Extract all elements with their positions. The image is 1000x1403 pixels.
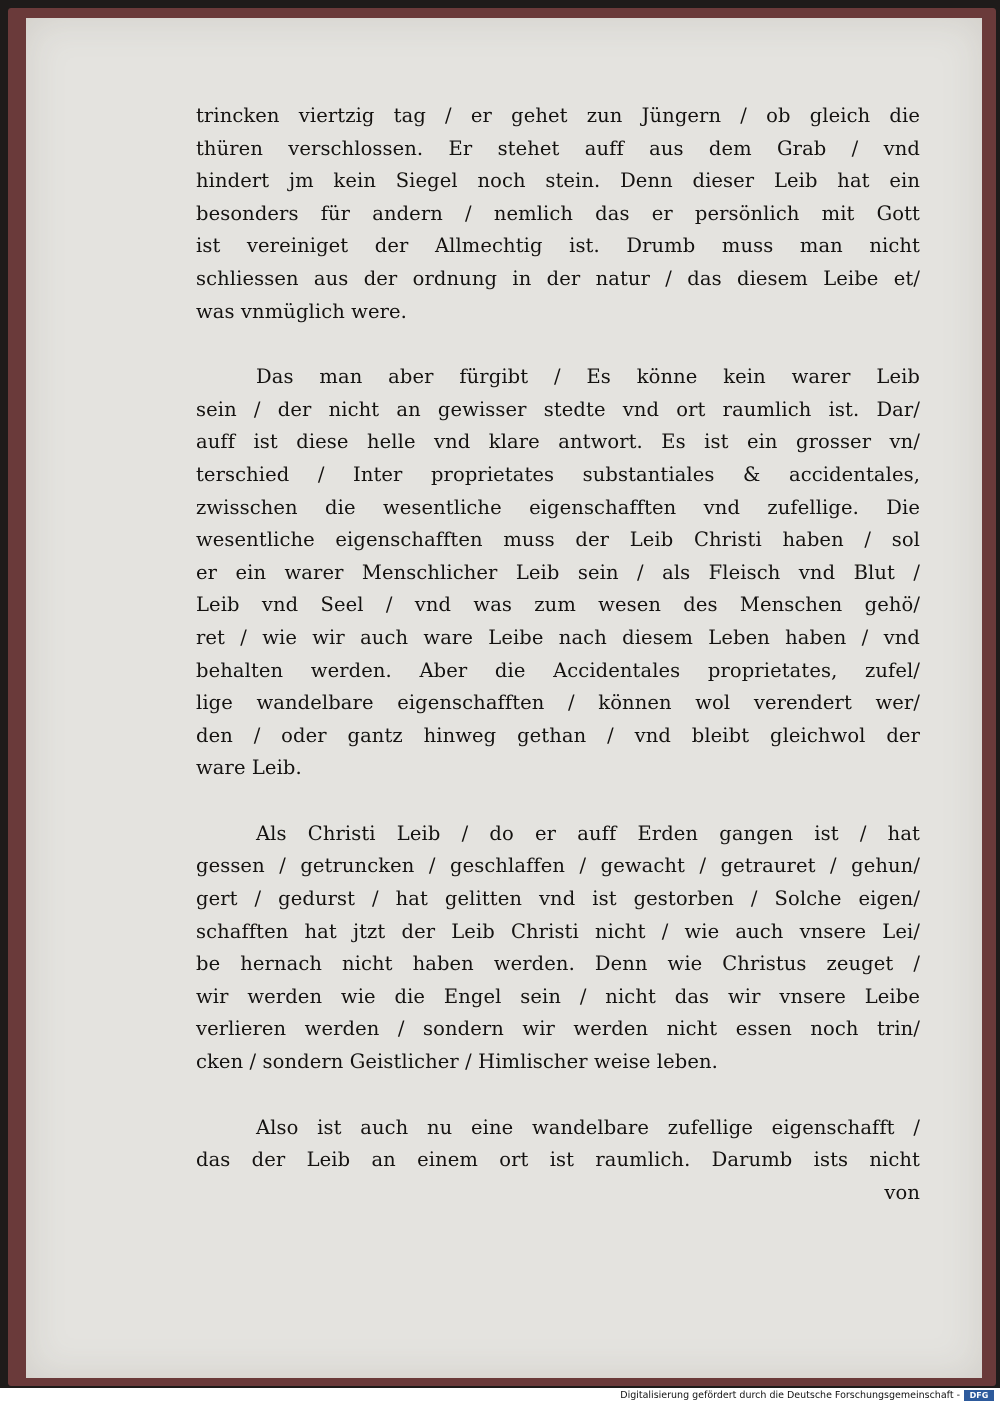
text-line: cken / sondern Geistlicher / Himlischer weise leben. <box>196 1050 718 1074</box>
page-text-block <box>196 100 920 1209</box>
text-line: schafften hat jtzt der Leib Christi nicht / wie auch vnsere Lei/ <box>196 919 920 943</box>
text-line: ware Leib. <box>196 756 302 780</box>
dfg-logo-icon: DFG <box>964 1390 994 1401</box>
text-line: das der Leib an einem ort ist raumlich. Darumb ists nicht <box>196 1148 920 1172</box>
text-line: Leib vnd Seel / vnd was zum wesen des Menschen gehö/ <box>196 593 920 617</box>
funding-credit: Digitalisierung gefördert durch die Deutsche Forschungsgemeinschaft - <box>620 1390 960 1401</box>
text-line: gert / gedurst / hat gelitten vnd ist gestorben / Solche eigen/ <box>196 887 920 911</box>
text-line: zwisschen die wesentliche eigenschafften vnd zufellige. Die <box>196 495 920 519</box>
text-line: Als Christi Leib / do er auff Erden gangen ist / hat <box>256 821 920 845</box>
text-line: thüren verschlossen. Er stehet auff aus dem Grab / vnd <box>196 136 920 160</box>
text-line: gessen / getruncken / geschlaffen / gewacht / getrauret / gehun/ <box>196 854 920 878</box>
text-line: ist vereiniget der Allmechtig ist. Drumb muss man nicht <box>196 234 920 258</box>
footer-bar <box>0 1388 1000 1403</box>
text-line: wesentliche eigenschafften muss der Leib Christi haben / sol <box>196 528 920 552</box>
text-line: wir werden wie die Engel sein / nicht das wir vnsere Leibe <box>196 984 920 1008</box>
text-line: ret / wie wir auch ware Leibe nach diesem Leben haben / vnd <box>196 625 920 649</box>
text-line: verlieren werden / sondern wir werden nicht essen noch trin/ <box>196 1017 920 1041</box>
text-line: sein / der nicht an gewisser stedte vnd ort raumlich ist. Dar/ <box>196 397 920 421</box>
text-line: terschied / Inter proprietates substantiales & accidentales, <box>196 462 920 486</box>
paragraph-2 <box>196 361 920 785</box>
text-line: schliessen aus der ordnung in der natur / das diesem Leibe et/ <box>196 266 920 290</box>
paragraph-3 <box>196 818 920 1079</box>
text-line: den / oder gantz hinweg gethan / vnd bleibt gleichwol der <box>196 723 920 747</box>
paragraph-4 <box>196 1112 920 1210</box>
text-line: behalten werden. Aber die Accidentales proprietates, zufel/ <box>196 658 920 682</box>
text-line: Also ist auch nu eine wandelbare zufellige eigenschafft / <box>256 1115 920 1139</box>
text-line: lige wandelbare eigenschafften / können wol verendert wer/ <box>196 691 920 715</box>
catchword: von <box>884 1180 920 1204</box>
text-line: auff ist diese helle vnd klare antwort. Es ist ein grosser vn/ <box>196 430 920 454</box>
text-line: Das man aber fürgibt / Es könne kein warer Leib <box>256 365 920 389</box>
text-line: was vnmüglich were. <box>196 299 407 323</box>
text-line: besonders für andern / nemlich das er persönlich mit Gott <box>196 201 920 225</box>
text-line: er ein warer Menschlicher Leib sein / als Fleisch vnd Blut / <box>196 560 920 584</box>
text-line: hindert jm kein Siegel noch stein. Denn dieser Leib hat ein <box>196 169 920 193</box>
text-line: be hernach nicht haben werden. Denn wie Christus zeuget / <box>196 952 920 976</box>
text-line: trincken viertzig tag / er gehet zun Jüngern / ob gleich die <box>196 104 920 127</box>
paragraph-1 <box>196 100 920 328</box>
